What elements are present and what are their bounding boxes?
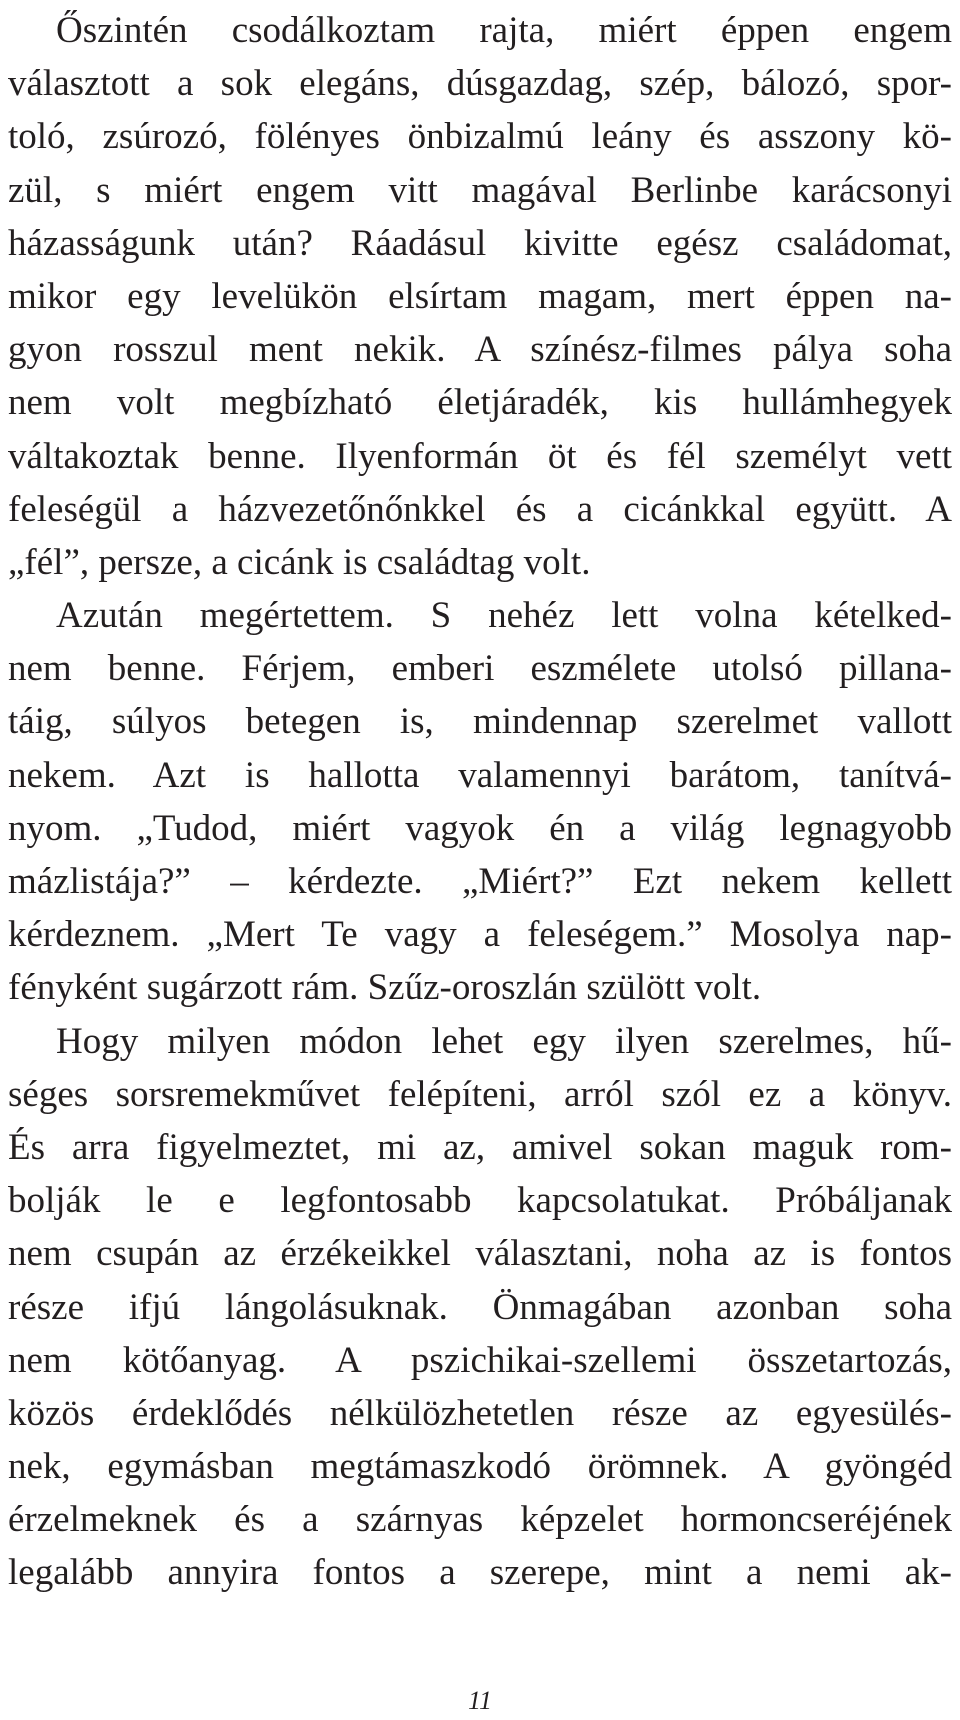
text-line: nem benne. Férjem, emberi eszmélete utolsó pillana- (8, 648, 952, 690)
text-line: nem volt megbízható életjáradék, kis hullámhegyek (8, 382, 952, 424)
text-line: feleségül a házvezetőnőnkkel és a cicánkkal együtt. A (8, 488, 952, 530)
text-line: mikor egy levelükön elsírtam magam, mert éppen na- (8, 275, 952, 317)
text-line: érzelmeknek és a szárnyas képzelet hormoncseréjének (8, 1499, 952, 1541)
text-line: És arra figyelmeztet, mi az, amivel sokan maguk rom- (8, 1126, 952, 1168)
text-line: nek, egymásban megtámaszkodó örömnek. A gyöngéd (8, 1446, 952, 1488)
text-line: táig, súlyos betegen is, mindennap szerelmet vallott (8, 701, 952, 743)
text-line: része ifjú lángolásuknak. Önmagában azonban soha (8, 1286, 952, 1328)
text-line: séges sorsremekművet felépíteni, arról szól ez a könyv. (8, 1073, 952, 1115)
text-line: választott a sok elegáns, dúsgazdag, szép, bálozó, spor- (8, 63, 952, 105)
text-line: gyon rosszul ment nekik. A színész-filmes pálya soha (8, 329, 952, 371)
page-number: 11 (467, 1686, 493, 1715)
text-line: fényként sugárzott rám. Szűz-oroszlán szülött volt. (8, 967, 762, 1009)
text-line: Azután megértettem. S nehéz lett volna kételked- (56, 595, 952, 637)
text-line: bolják le e legfontosabb kapcsolatukat. Próbáljanak (8, 1180, 952, 1222)
text-line: nyom. „Tudod, miért vagyok én a világ legnagyobb (8, 807, 952, 849)
text-line: legalább annyira fontos a szerepe, mint a nemi ak- (8, 1552, 952, 1594)
text-line: váltakoztak benne. Ilyenformán öt és fél személyt vett (8, 435, 952, 477)
text-line: toló, zsúrozó, fölényes önbizalmú leány és asszony kö- (8, 116, 952, 158)
text-line: nem kötőanyag. A pszichikai-szellemi összetartozás, (8, 1339, 952, 1381)
body-text (8, 4, 952, 1600)
text-line: Hogy milyen módon lehet egy ilyen szerelmes, hű- (56, 1020, 952, 1062)
text-line: zül, s miért engem vitt magával Berlinbe karácsonyi (8, 169, 952, 211)
text-line: nekem. Azt is hallotta valamennyi barátom, tanítvá- (8, 754, 952, 796)
text-line: nem csupán az érzékeikkel választani, noha az is fontos (8, 1233, 952, 1275)
text-line: Őszintén csodálkoztam rajta, miért éppen engem (56, 10, 952, 51)
text-line: házasságunk után? Ráadásul kivitte egész családomat, (8, 222, 952, 264)
text-line: közös érdeklődés nélkülözhetetlen része az egyesülés- (8, 1392, 952, 1434)
text-line: kérdeznem. „Mert Te vagy a feleségem.” Mosolya nap- (8, 914, 952, 956)
text-line: mázlistája?” – kérdezte. „Miért?” Ezt nekem kellett (8, 861, 952, 902)
text-line: „fél”, persze, a cicánk is családtag volt. (8, 541, 591, 583)
